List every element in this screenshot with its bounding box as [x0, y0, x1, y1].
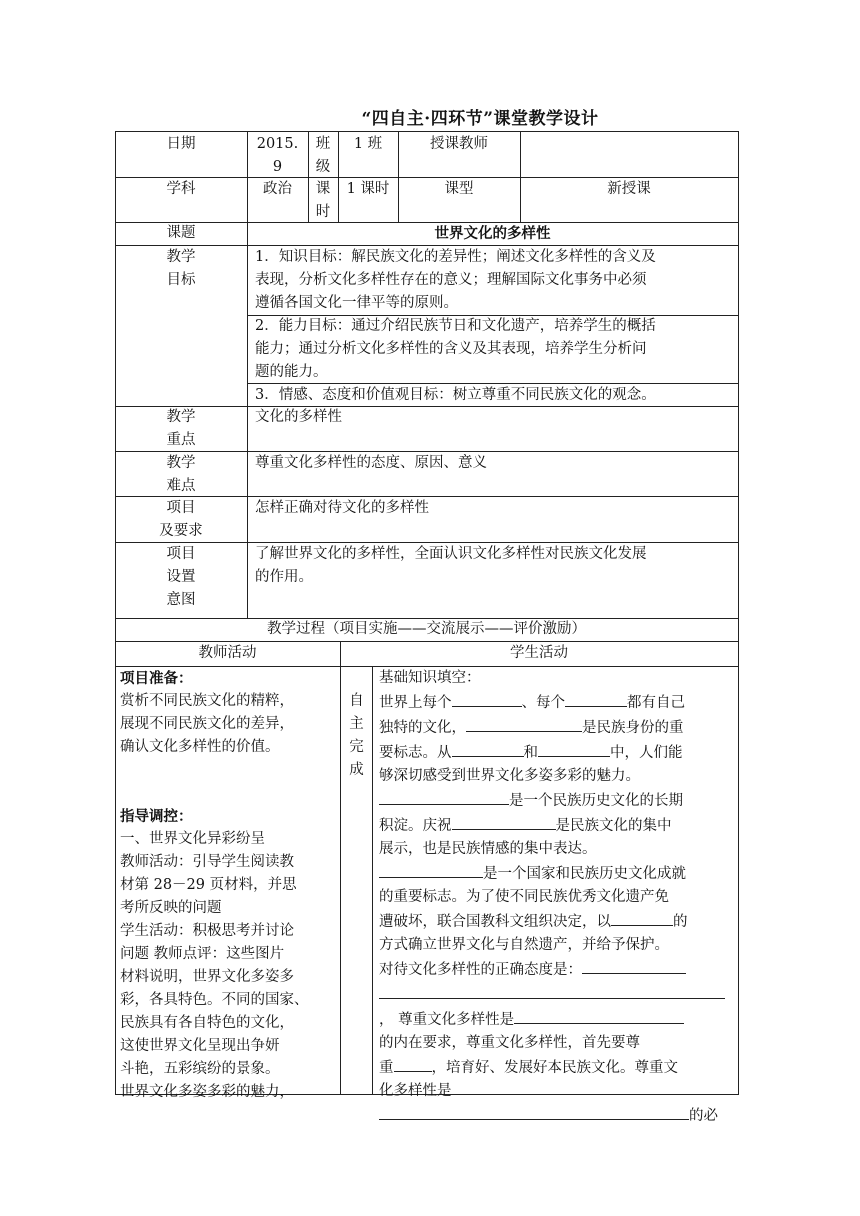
subject-value: 政治 — [263, 181, 292, 197]
self-complete-label: 自 主 完 成 — [349, 693, 364, 778]
intent-value: 了解世界文化的多样性，全面认识文化多样性对民族文化发展 的作用。 — [255, 546, 647, 585]
difficulty-value: 尊重文化多样性的态度、原因、意义 — [255, 455, 487, 471]
fill-blank[interactable] — [452, 813, 556, 830]
objectives-label: 教学 目标 — [166, 249, 196, 288]
col-divider — [372, 666, 373, 1095]
table-border-right — [738, 131, 739, 1095]
period-value: 1 课时 — [346, 181, 390, 197]
focus-label: 教学 重点 — [166, 409, 196, 448]
teacher-label: 授课教师 — [430, 136, 488, 152]
date-label: 日期 — [166, 136, 196, 152]
teacher-activity-header: 教师活动 — [198, 645, 257, 661]
fill-blank[interactable] — [379, 861, 483, 878]
date-value-line1: 2015. — [256, 136, 299, 152]
objective-attitude: 3．情感、态度和价值观目标：树立尊重不同民族文化的观念。 — [255, 387, 656, 403]
col-divider — [247, 131, 248, 618]
fill-blank[interactable] — [611, 909, 673, 926]
class-value: 1 班 — [353, 136, 383, 152]
student-activity: 基础知识填空： 世界上每个 、每个 都有自己 独特的文化， 是民族身份的重 要标志。从 和 中，人们能 够深切感受到世界文化多姿多彩的魅力。 是一个民族历史文化的长期 积淀。庆祝 是民族文化的集中 展示，也是民族情感的集中表达。 是一个国家和民族历史文化成就 的重要标志。为了使不同民族优秀文化遗产免 遭破坏，联合国教科文组织决定，以 的 方式确立世界文化与自然遗产，并给予保护。 对待文化多样性的正确态度是： ， 尊重文化多样性是 的内在要求，尊重文化多样性，首先要尊 重 ，培育好、发展好本民族文化。尊重文 化多样性是 的必 — [379, 667, 735, 1128]
process-heading: 教学过程（项目实施——交流展示——评价激励） — [267, 621, 586, 637]
guide-heading: 指导调控： — [120, 808, 193, 825]
project-value: 怎样正确对待文化的多样性 — [255, 500, 429, 516]
fill-blank[interactable] — [565, 690, 627, 707]
project-label: 项目 及要求 — [159, 500, 203, 539]
date-value-line2: 9 — [272, 159, 283, 175]
class-label: 班 级 — [315, 136, 331, 175]
period-label: 课 时 — [315, 181, 331, 220]
type-value: 新授课 — [607, 181, 651, 197]
fill-blank[interactable] — [379, 788, 509, 805]
subject-label: 学科 — [166, 181, 196, 197]
difficulty-label: 教学 难点 — [166, 455, 196, 494]
prep-heading: 项目准备： — [120, 670, 193, 687]
objective-knowledge: 1．知识目标：解民族文化的差异性；阐述文化多样性的含义及 表现，分析文化多样性存在的意义；理解国际文化事务中必须 遵循各国文化一律平等的原则。 — [255, 249, 656, 311]
teacher-activity: 项目准备： 赏析不同民族文化的精粹， 展现不同民族文化的差异， 确认文化多样性的价值。 指导调控： 一、世界文化异彩纷呈 教师活动：引导学生阅读教 材第 28－29 页材料，并思 考所反映的问题 学生活动：积极思考并讨论 问题 教师点评：这些图片 材料说明，世界文化多姿多 彩，各具特色。不同的国家、 民族具有各自特色的文化， 这使世界文化呈现出争妍 斗艳，五彩缤纷的景象。 世界文化多姿多彩的魅力， — [120, 667, 338, 1104]
document-title: “四自主·四环节”课堂教学设计 — [361, 109, 599, 129]
focus-value: 文化的多样性 — [255, 409, 342, 425]
fill-blank[interactable] — [582, 957, 686, 974]
table-border-top — [115, 131, 739, 132]
fill-blank[interactable] — [514, 1007, 684, 1024]
topic-label: 课题 — [166, 225, 196, 241]
fill-blank[interactable] — [452, 740, 524, 757]
intent-label: 项目 设置 意图 — [166, 546, 196, 608]
objective-ability: 2．能力目标：通过介绍民族节日和文化遗产，培养学生的概括 能力；通过分析文化多样性的含义及其表现，培养学生分析问 题的能力。 — [255, 318, 656, 380]
fill-blank[interactable] — [466, 715, 582, 732]
col-divider — [520, 131, 521, 222]
type-label: 课型 — [444, 181, 474, 197]
fill-blank[interactable] — [394, 1055, 432, 1072]
student-activity-header: 学生活动 — [510, 645, 568, 661]
topic-value: 世界文化的多样性 — [434, 225, 551, 242]
date-value — [247, 133, 308, 179]
fill-blank[interactable] — [379, 982, 725, 999]
fill-blank[interactable] — [452, 690, 522, 707]
fill-blank[interactable] — [538, 740, 610, 757]
fill-blank[interactable] — [379, 1103, 689, 1120]
